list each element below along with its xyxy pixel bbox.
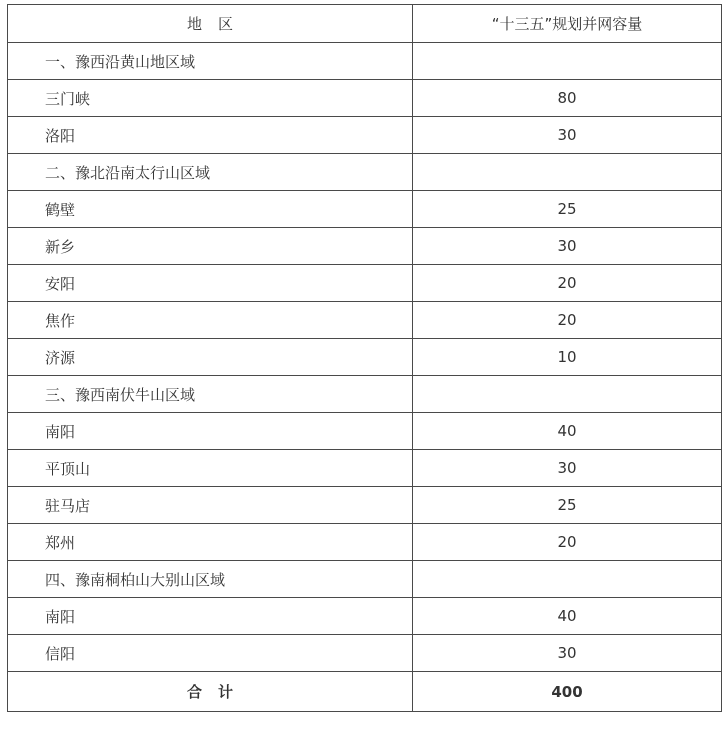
capacity-table [7,4,722,712]
table-row [8,524,722,561]
table-row [8,302,722,339]
table-row [8,80,722,117]
table-group-row [8,154,722,191]
region-name: 鹤壁 [8,191,413,228]
region-group-label: 三、豫西南伏牛山区域 [8,376,413,413]
table-row [8,265,722,302]
region-name: 焦作 [8,302,413,339]
capacity-value: 10 [413,339,722,376]
capacity-value: 20 [413,302,722,339]
capacity-value [413,43,722,80]
capacity-value [413,561,722,598]
table-row [8,598,722,635]
capacity-value: 30 [413,117,722,154]
region-group-label: 二、豫北沿南太行山区域 [8,154,413,191]
total-row [8,672,722,712]
table-row [8,450,722,487]
region-name: 郑州 [8,524,413,561]
capacity-value [413,154,722,191]
region-name: 济源 [8,339,413,376]
table-row [8,339,722,376]
capacity-value: 40 [413,413,722,450]
table-row [8,117,722,154]
table-row [8,413,722,450]
region-group-label: 一、豫西沿黄山地区域 [8,43,413,80]
total-value: 400 [413,672,722,712]
table-row [8,487,722,524]
table-group-row [8,376,722,413]
table-header-row [8,5,722,43]
total-label: 合计 [8,672,413,712]
capacity-value: 25 [413,487,722,524]
table-row [8,635,722,672]
region-name: 信阳 [8,635,413,672]
capacity-value [413,376,722,413]
capacity-value: 30 [413,450,722,487]
table-group-row [8,43,722,80]
header-region: 地区 [8,5,413,43]
capacity-value: 25 [413,191,722,228]
table-row [8,191,722,228]
region-name: 南阳 [8,413,413,450]
region-group-label: 四、豫南桐柏山大别山区域 [8,561,413,598]
table-group-row [8,561,722,598]
capacity-value: 80 [413,80,722,117]
region-name: 驻马店 [8,487,413,524]
capacity-value: 30 [413,228,722,265]
region-name: 平顶山 [8,450,413,487]
region-name: 洛阳 [8,117,413,154]
table-row [8,228,722,265]
capacity-value: 20 [413,524,722,561]
capacity-value: 30 [413,635,722,672]
header-capacity: “十三五”规划并网容量 [413,5,722,43]
table-body [8,43,722,672]
region-name: 安阳 [8,265,413,302]
region-name: 新乡 [8,228,413,265]
capacity-value: 20 [413,265,722,302]
region-name: 南阳 [8,598,413,635]
capacity-value: 40 [413,598,722,635]
region-name: 三门峡 [8,80,413,117]
